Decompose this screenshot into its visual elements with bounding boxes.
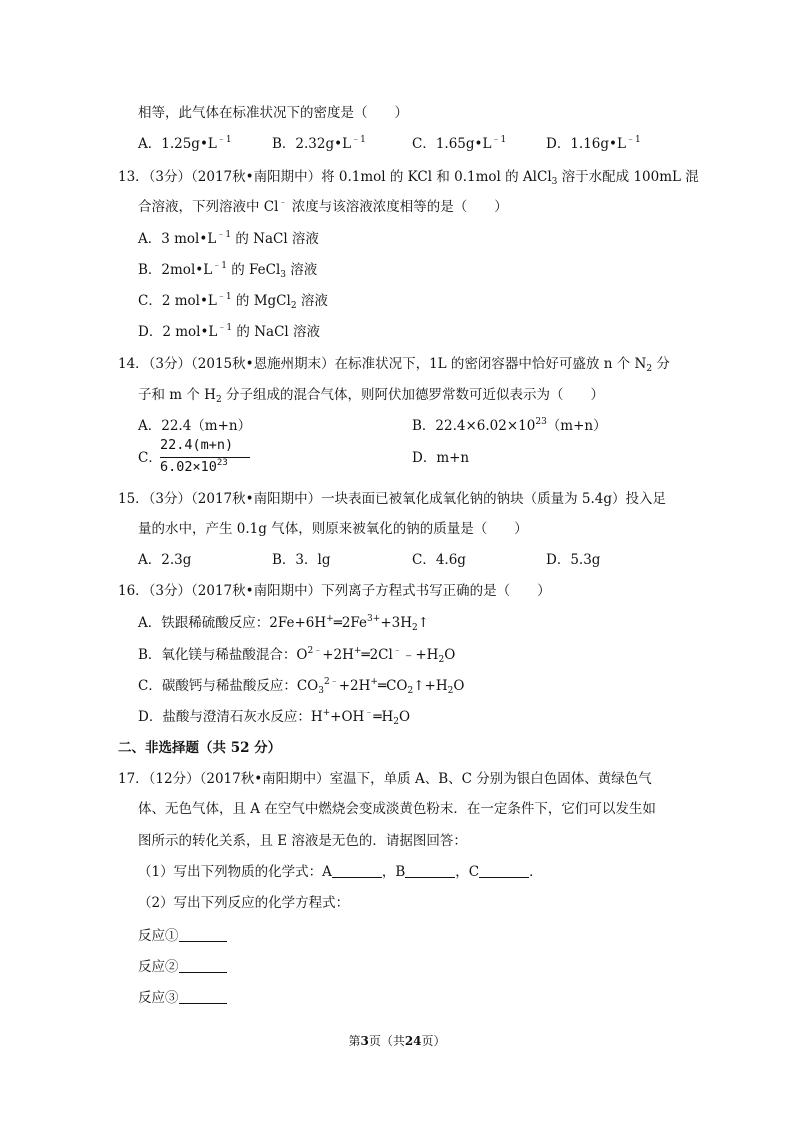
- answer-blank-reaction-1[interactable]: [179, 929, 227, 942]
- q12-option-b: B．$2.32g•L^{﹣1}$: [272, 135, 366, 152]
- q14-option-c-label: C．: [138, 450, 162, 466]
- answer-blank-reaction-3[interactable]: [179, 991, 227, 1004]
- q16-option-a: A．铁跟稀硫酸反应：$2Fe+6H^+═2Fe^{3+}+3H_2↑$: [138, 614, 430, 633]
- fraction-numerator: 22.4(m+n): [160, 437, 234, 453]
- q17-stem-line2: 体、无色气体，且 A 在空气中燃烧会变成淡黄色粉末．在一定条件下，它们可以发生如: [138, 801, 656, 817]
- answer-blank-a[interactable]: [332, 865, 382, 878]
- q13-option-c: C．2 $mol•L^{﹣1}$ 的 MgCl$_2$ 溶液: [138, 292, 328, 311]
- answer-blank-b[interactable]: [405, 865, 455, 878]
- q13-option-a: A．3 $mol•L^{﹣1}$ 的 NaCl 溶液: [138, 230, 319, 247]
- q17-stem-line1: 17．（12分）（2017秋•南阳期中）室温下，单质 A、B、C 分别为银白色固体、黄绿色气: [118, 771, 652, 787]
- answer-blank-reaction-2[interactable]: [179, 960, 227, 973]
- q16-option-c: C．碳酸钙与稀盐酸反应：$CO_3^{2﹣}+2H^+═CO_2↑+H_2O$: [138, 677, 465, 696]
- section-heading: 二、非选择题（共 52 分）: [118, 740, 282, 756]
- q15-option-a: A．2.3g: [138, 552, 192, 568]
- q17-part2: （2）写出下列反应的化学方程式：: [138, 895, 350, 911]
- q12-stem-cont: 相等，此气体在标准状况下的密度是（ ）: [138, 105, 408, 121]
- q15-option-d: D．5.3g: [546, 552, 601, 568]
- q14-stem-line1: 14．（3分）（2015秋•恩施州期末）在标准状况下，1L 的密闭容器中恰好可盛放 n 个 $N_2$ 分: [118, 356, 670, 374]
- q12-option-a: A．$1.25g•L^{﹣1}$: [138, 135, 232, 152]
- q13-option-d: D．2 $mol•L^{﹣1}$ 的 NaCl 溶液: [138, 323, 321, 340]
- q15-stem-line1: 15．（3分）（2017秋•南阳期中）一块表面已被氧化成氧化钠的钠块（质量为 5.4g）投入足: [118, 491, 666, 507]
- q12-option-c: C．$1.65g•L^{﹣1}$: [412, 135, 507, 152]
- q15-option-b: B．3．lg: [272, 552, 331, 568]
- q12-option-d: D．$1.16g•L^{﹣1}$: [546, 135, 641, 152]
- q14-stem-line2: 子和 m 个 $H_2$ 分子组成的混合气体，则阿伏加德罗常数可近似表示为（ ）: [138, 387, 604, 405]
- answer-blank-c[interactable]: [479, 865, 529, 878]
- q17-reaction-1: 反应①: [138, 927, 227, 945]
- q17-reaction-3: 反应③: [138, 989, 227, 1007]
- q14-option-d: D．m+n: [412, 450, 470, 466]
- q17-reaction-2: 反应②: [138, 958, 227, 976]
- q14-option-c-fraction: [160, 437, 254, 477]
- q16-stem: 16．（3分）（2017秋•南阳期中）下列离子方程式书写正确的是（ ）: [118, 583, 551, 599]
- q13-option-b: B．$2mol•L^{﹣1}$ 的 FeCl$_3$ 溶液: [138, 261, 318, 280]
- page-footer: 第3页（共24页）: [348, 1034, 446, 1048]
- q13-stem-line1: 13．（3分）（2017秋•南阳期中）将 0.1mol 的 KCl 和 0.1mol 的 AlCl$_3$ 溶于水配成 100mL 混: [118, 169, 699, 187]
- q15-stem-line2: 量的水中，产生 0.1g 气体，则原来被氧化的钠的质量是（ ）: [138, 521, 528, 537]
- q16-option-b: B．氧化镁与稀盐酸混合：$O^{2﹣}+2H^+═2Cl^﹣﹣+H_2O$: [138, 646, 456, 665]
- fraction-denominator: $6.02\times 10^{23}$: [160, 458, 228, 475]
- q15-option-c: C．4.6g: [412, 552, 466, 568]
- q17-stem-line3: 图所示的转化关系，且 E 溶液是无色的．请据图回答：: [138, 833, 467, 849]
- q17-part1: （1）写出下列物质的化学式：A ，B ，C ．: [138, 864, 543, 880]
- q13-stem-line2: 合溶液，下列溶液中 Cl﹣ 浓度与该溶液浓度相等的是（ ）: [138, 198, 508, 215]
- fraction-bar: [160, 457, 250, 458]
- q16-option-d: D．盐酸与澄清石灰水反应：$H^++OH^﹣═H_2O$: [138, 708, 411, 727]
- q14-option-a: A．22.4（m+n）: [138, 418, 252, 434]
- q14-option-b: B．$22.4\times 6.02\times 10^{23}(m+n)$: [412, 417, 607, 434]
